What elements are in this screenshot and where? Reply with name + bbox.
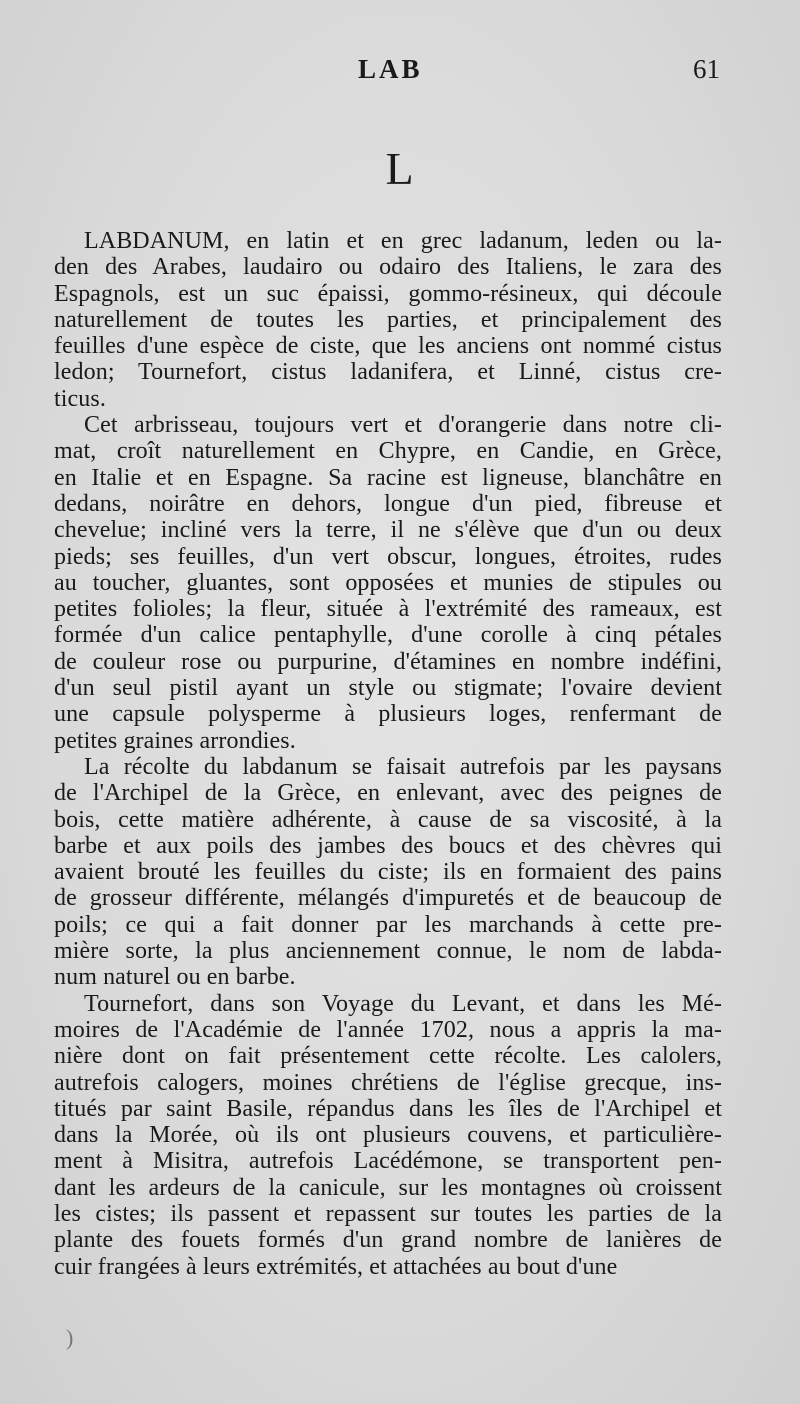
paragraph: [54, 754, 722, 991]
text-line: au toucher, gluantes, sont opposées et munies de stipules ou: [54, 569, 722, 596]
text-line: Espagnols, est un suc épaissi, gommo-résineux, qui découle: [54, 280, 722, 307]
text-line: bois, cette matière adhérente, à cause de sa viscosité, à la: [54, 806, 722, 833]
text-line: petites folioles; la fleur, située à l'extrémité des rameaux, est: [54, 596, 722, 623]
text-line: pieds; ses feuilles, d'un vert obscur, longues, étroites, rudes: [54, 543, 722, 570]
text-line: num naturel ou en barbe.: [54, 964, 296, 991]
text-line: les cistes; ils passent et repassent sur toutes les parties de la: [54, 1200, 722, 1227]
running-head: LAB: [358, 54, 423, 84]
text-line: poils; ce qui a fait donner par les marchands à cette pre-: [54, 911, 722, 938]
text-line: feuilles d'une espèce de ciste, que les anciens ont nommé cistus: [54, 333, 722, 360]
body-text: [54, 228, 722, 1280]
paragraph: [54, 228, 722, 412]
text-line: ticus.: [54, 385, 106, 412]
text-line: den des Arabes, laudairo ou odairo des Italiens, le zara des: [54, 254, 722, 281]
page-header: [0, 50, 800, 86]
text-line: La récolte du labdanum se faisait autrefois par les paysans: [84, 753, 722, 780]
text-line: dans la Morée, où ils ont plusieurs couvens, et particulière-: [54, 1122, 722, 1149]
text-line: titués par saint Basile, répandus dans les îles de l'Archipel et: [54, 1095, 722, 1122]
text-line: une capsule polysperme à plusieurs loges, renfermant de: [54, 701, 722, 728]
text-line: en Italie et en Espagne. Sa racine est ligneuse, blanchâtre en: [54, 464, 722, 491]
text-line: d'un seul pistil ayant un style ou stigmate; l'ovaire devient: [54, 675, 722, 702]
text-line: nière dont on fait présentement cette récolte. Les calolers,: [54, 1043, 722, 1070]
text-line: ledon; Tournefort, cistus ladanifera, et Linné, cistus cre-: [54, 359, 722, 386]
text-line: petites graines arrondies.: [54, 727, 296, 754]
text-line: mière sorte, la plus anciennement connue, le nom de labda-: [54, 938, 722, 965]
text-line: moires de l'Académie de l'année 1702, nous a appris la ma-: [54, 1016, 722, 1043]
text-line: ment à Misitra, autrefois Lacédémone, se transportent pen-: [54, 1148, 722, 1175]
text-line: avaient brouté les feuilles du ciste; ils en formaient des pains: [54, 859, 722, 886]
text-line: de grosseur différente, mélangés d'impuretés et de beaucoup de: [54, 885, 722, 912]
paragraph: [54, 991, 722, 1280]
page-number: 61: [693, 54, 720, 84]
text-line: cuir frangées à leurs extrémités, et attachées au bout d'une: [54, 1253, 618, 1280]
text-line: plante des fouets formés d'un grand nombre de lanières de: [54, 1227, 722, 1254]
text-line: mat, croît naturellement en Chypre, en Candie, en Grèce,: [54, 438, 722, 465]
text-line: autrefois calogers, moines chrétiens de l'église grecque, ins-: [54, 1069, 722, 1096]
stray-mark: ): [66, 1325, 74, 1350]
paragraph: [54, 412, 722, 754]
text-line: LABDANUM, en latin et en grec ladanum, leden ou la-: [84, 228, 722, 254]
text-line: naturellement de toutes les parties, et principalement des: [54, 306, 722, 333]
text-line: dedans, noirâtre en dehors, longue d'un pied, fibreuse et: [54, 490, 722, 517]
text-line: de l'Archipel de la Grèce, en enlevant, avec des peignes de: [54, 780, 722, 807]
text-line: dant les ardeurs de la canicule, sur les montagnes où croissent: [54, 1174, 722, 1201]
text-line: Cet arbrisseau, toujours vert et d'orangerie dans notre cli-: [84, 412, 722, 439]
text-line: chevelue; incliné vers la terre, il ne s'élève que d'un ou deux: [54, 517, 722, 544]
text-line: formée d'un calice pentaphylle, d'une corolle à cinq pétales: [54, 622, 722, 649]
text-line: Tournefort, dans son Voyage du Levant, et dans les Mé-: [84, 990, 722, 1017]
text-line: barbe et aux poils des jambes des boucs et des chèvres qui: [54, 832, 722, 859]
section-letter: L: [385, 143, 415, 194]
text-line: de couleur rose ou purpurine, d'étamines en nombre indéfini,: [54, 648, 722, 675]
